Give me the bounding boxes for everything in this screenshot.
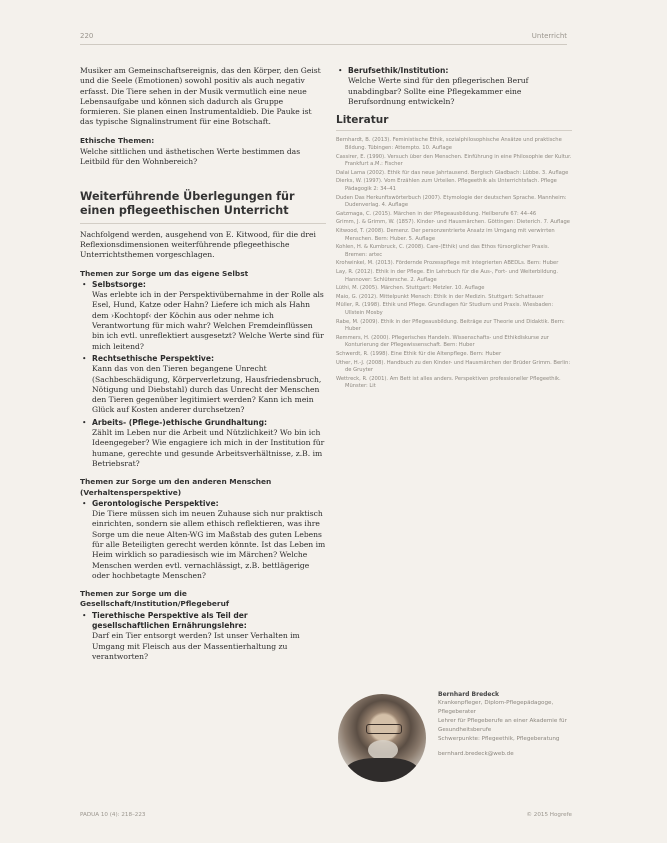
right-column [336,66,572,392]
reference-item: Gatzmaga, C. (2015). Märchen in der Pflegeausbildung. Heilberufe 67: 44–46 [336,210,537,217]
reference-item: Dierks, W. (1997). Vom Erzählen zum Urteilen. Pflegeethik als Unterrichtsfach. Pflege Pädagogik 2: 34–41 [336,178,557,193]
reference-item: Kohlen, H. & Kumbruck, C. (2008). Care-(Ethik) und das Ethos fürsorglicher Praxis. Bremen: artec [336,244,550,258]
list-item: • Arbeits- (Pflege-)ethische Grundhaltung: Zählt im Leben nur die Arbeit und Nützlichkeit? Wo bin ich Ideengegeber? Wie engagiere ich mich in der Institution für humane, gerechte und gesunde Arbeitsverhältnisse, z.B. im Betriebsrat? [92,418,326,469]
reference-item: Dalai Lama (2002). Ethik für das neue Jahrtausend. Bergisch Gladbach: Lübbe. 3. Auflage [336,169,569,176]
literature-heading: Literatur [336,115,572,131]
author-bio [438,690,574,759]
self-list [80,280,326,469]
ethik-paragraph: Welche sittlichen und ästhetischen Werte bestimmen das Leitbild für den Wohnbereich? [80,147,301,167]
author-line: Lehrer für Pflegeberufe an einer Akademie für Gesundheitsberufe [438,718,567,733]
citation: PADUA 10 (4): 218–223 [80,812,146,818]
reference-item: Krohwinkel, M. (2013). Fördernde Prozesspflege mit integrierten ABEDLs. Bern: Huber [336,260,559,267]
list-item: • Tierethische Perspektive als Teil der gesellschaftlichen Ernährungslehre: Darf ein Tier entsorgt werden? Ist unser Verhalten im Umgang mit Fleisch aus der Massentierhaltung zu verantworten? [92,611,326,662]
reference-item: Cassirer, E. (1990). Versuch über den Menschen. Einführung in eine Philosophie der Kultur. Frankfurt a.M.: Fischer [336,153,572,168]
topic-heading-self: Themen zur Sorge um das eigene Selbst [80,268,249,278]
intro-paragraph: Musiker am Gemeinschaftsereignis, das den Körper, den Geist und die Seele (Emotionen) sowohl positiv als auch negativ erfasst. Die Tiere sehen in der Musik vermutlich eine neue Lebensaufgabe und können sich dadurch als Gruppe formieren. Sie planen einen Instrumentaldieb. Die Pauke ist das typische Signalinstrument für eine Botschaft. [80,66,321,127]
ethik-heading: Ethische Themen: [80,135,155,145]
author-line: Schwerpunkte: Pflegeethik, Pflegeberatung [438,736,560,742]
reference-item: Uther, H.-J. (2008). Handbuch zu den Kinder- und Hausmärchen der Brüder Grimm. Berlin: de Gruyter [336,359,571,374]
reference-item: Müller, R. (1998). Ethik und Pflege. Grundlagen für Studium und Praxis. Wiesbaden: Ullstein Mosby [336,302,554,316]
others-list [80,499,326,581]
page-header [80,30,567,45]
copyright: © 2015 Hogrefe [526,812,572,818]
reference-item: Grimm, J. & Grimm, W. (1857). Kinder- und Hausmärchen. Göttingen: Dieterich. 7. Auflage [336,219,570,226]
author-line: Krankenpfleger, Diplom-Pflegepädagoge, Pflegeberater [438,700,554,715]
reference-item: Rabe, M. (2009). Ethik in der Pflegeausbildung. Beiträge zur Theorie und Didaktik. Bern: Huber [336,318,565,333]
reference-item: Duden Das Herkunftswörterbuch (2007). Etymologie der deutschen Sprache. Mannheim: Dudenverlag. 4. Auflage [336,194,567,209]
section-paragraph: Nachfolgend werden, ausgehend von E. Kitwood, für die drei Reflexionsdimensionen weiterführende pflegeethische Unterrichtsthemen vorgeschlagen. [80,229,316,260]
list-item: • Berufsethik/Institution: Welche Werte sind für den pflegerischen Beruf unabdingbar? Sollte eine Pflegekammer eine Berufsordnung entwickeln? [348,66,572,107]
reference-item: Wettreck, R. (2001). Am Bett ist alles anders. Perspektiven professioneller Pflegeethik. Münster: Lit [336,375,561,390]
topic-heading-society: Themen zur Sorge um die Gesellschaft/Institution/Pflegeberuf [80,589,230,609]
list-item: • Rechtsethische Perspektive: Kann das von den Tieren begangene Unrecht (Sachbeschädigung, Körperverletzung, Hausfriedensbruch, Nötigung und Diebstahl) durch das Unrecht der Menschen den Tieren gegenüber legitimiert werden? Kann ich mein Glück auf Kosten anderer durchsetzen? [92,354,326,416]
section-title: Weiterführende Überlegungen für einen pflegeethischen Unterricht [80,190,326,224]
reference-item: Bernhardt, B. (2013). Feministische Ethik, sozialphilosophische Ansätze und praktische Bildung. Tübingen: Attempto. 10. Auflage [336,137,562,152]
list-item: • Selbstsorge: Was erlebte ich in der Perspektivübernahme in der Rolle als Esel, Hund, Katze oder Hahn? Liefere ich mich als Hahn dem ›Kochtopf‹ der Köchin aus oder nehme ich Verantwortung für mich wahr? Welchen Fremdeinflüssen bin ich evtl. unreflektiert ausgesetzt? Welche Werte sind für mich leitend? [92,280,326,352]
berufsethik-list [336,66,572,107]
topic-heading-others: Themen zur Sorge um den anderen Menschen (Verhaltensperspektive) [80,477,272,497]
reference-item: Maio, G. (2012). Mittelpunkt Mensch: Ethik in der Medizin. Stuttgart: Schattauer [336,293,544,300]
author-name: Bernhard Bredeck [438,691,500,698]
left-column [80,66,326,664]
author-photo [338,694,426,782]
author-email: bernhard.bredeck@web.de [438,751,514,757]
list-item: • Gerontologische Perspektive: Die Tiere müssen sich im neuen Zuhause sich nur praktisch einrichten, sondern sie allem ethisch reflektieren, was ihre Sorge um die neue Alten-WG im Maßstab des guten Lebens für alle Beteiligten gerecht werden könnte. Ist das Leben im Heim wirklich so paradiesisch wie im Märchen? Welche Menschen werden evtl. vernachlässigt, z.B. bettlägerige oder hochbetagte Menschen? [92,499,326,581]
reference-item: Lay, R. (2012). Ethik in der Pflege. Ein Lehrbuch für die Aus-, Fort- und Weiterbildung. Hannover: Schlütersche. 2. Auflage [336,268,559,283]
page-footer [80,812,572,818]
section-label: Unterricht [531,32,567,40]
reference-item: Lüthi, M. (2005). Märchen. Stuttgart: Metzler. 10. Auflage [336,285,485,292]
author-box [338,690,574,790]
reference-item: Remmers, H. (2000). Pflegerisches Handeln. Wissenschafts- und Ethikdiskurse zur Konturierung der Pflegewissenschaft. Bern: Huber [336,334,549,349]
page-number: 220 [80,32,94,40]
reference-item: Schwerdt, R. (1998). Eine Ethik für die Altenpflege. Bern: Huber [336,350,502,357]
society-list [80,611,326,662]
reference-item: Kitwood, T. (2008). Demenz. Der personzentrierte Ansatz im Umgang mit verwirrten Menschen. Bern: Huber. 5. Auflage [336,228,555,242]
reference-list [336,137,572,390]
